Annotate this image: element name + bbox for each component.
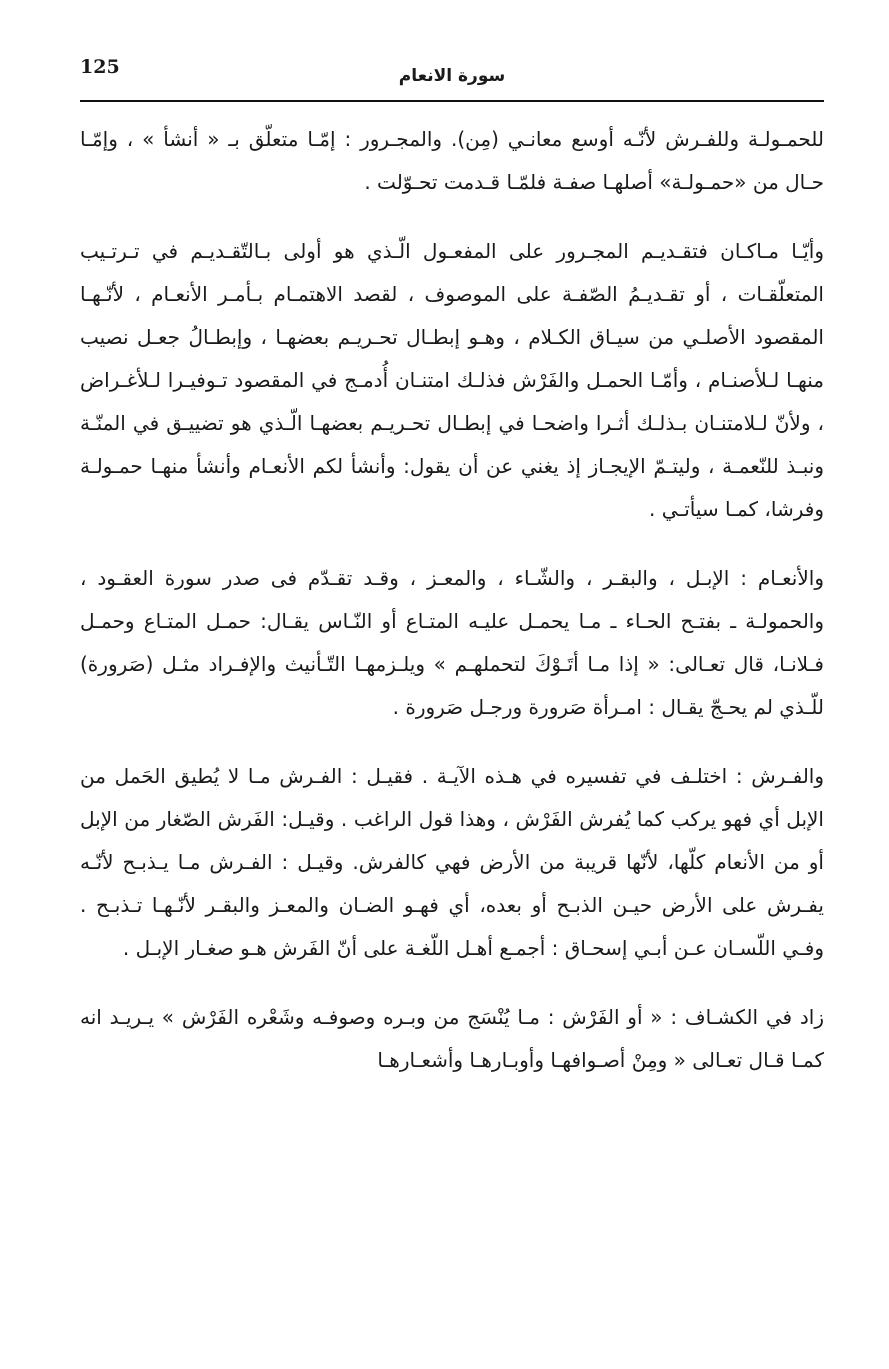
page-number: 125: [80, 56, 120, 78]
paragraph: زاد في الكشـاف : « أو الفَرْش : مـا يُنْسَج من وبـره وصوفـه وشَعْره الفَرْش » يـريـد انه كمـا قـال تعـالى « ومِنْ أصـوافهـا وأوبـارهـا وأشعـارهـا: [80, 1005, 824, 1072]
body-text: [80, 118, 824, 1082]
running-head: سورة الانعام: [398, 66, 506, 86]
paragraph: والأنعـام : الإبـل ، والبقـر ، والشّـاء ، والمعـز ، وقـد تقـدّم فى صدر سورة العقـود ، والحمولـة ـ بفتـح الحـاء ـ مـا يحمـل عليـه المتـاع أو النّـاس يقـال: حمـل المتـاع وحمـل فـلانـا، قال تعـالى: « إذا مـا أتَـوْكَ لتحملهـم » ويلـزمهـا التّـأنيث والإفـراد مثـل (صَرورة) للّـذي لم يحـجّ يقـال : امـرأة صَرورة ورجـل صَرورة .: [80, 566, 824, 719]
page-header: [80, 56, 824, 102]
paragraph: والفـرش : اختلـف في تفسيره في هـذه الآيـة . فقيـل : الفـرش مـا لا يُطيق الحَمل من الإبل أي فهو يركب كما يُفرش الفَرْش ، وهذا قول الراغب . وقيـل: الفَرش الصّغار من الإبل أو من الأنعام كلّها، لأنّها قريبة من الأرض فهي كالفرش. وقيـل : الفـرش مـا يـذبـح لأنّـه يفـرش على الأرض حيـن الذبـح أو بعده، أي فهـو الضـان والمعـز والبقـر لأنّـهـا تـذبـح . وفـي اللّسـان عـن أبـي إسحـاق : أجمـع أهـل اللّغـة على أنّ الفَرش هـو صغـار الإبـل .: [80, 764, 824, 960]
paragraph: وأيّـا مـاكـان فتقـديـم المجـرور على المفعـول الّـذي هو أولى بـالتّقـديـم في تـرتـيب المتعلّقـات ، أو تقـديـمُ الصّفـة على الموصوف ، لقصد الاهتمـام بـأمـر الأنعـام ، لأنّـهـا المقصود الأصلـي من سيـاق الكـلام ، وهـو إبطـال تحـريـم بعضهـا ، وإبطـالُ جعـل نصيب منهـا لـلأصنـام ، وأمّـا الحمـل والفَرْش فذلـك امتنـان أُدمـج في المقصود تـوفيـرا لـلأغـراض ، ولأنّ لـلامتنـان بـذلـك أثـرا واضحـا في إبطـال تحـريـم بعضهـا الّـذي هو تضييـق في المنّـة ونبـذ للنّعمـة ، وليتـمّ الإيجـاز إذ يغني عن أن يقول: وأنشأ لكم الأنعـام وأنشأ منهـا حمـولـة وفرشا، كمـا سيأتـي .: [80, 239, 824, 521]
paragraph: للحمـولـة وللفـرش لأنّـه أوسع معانـي (مِن). والمجـرور : إمّـا متعلّق بـ « أنشأ » ، وإمّـا حـال من «حمـولـة» أصلهـا صفـة فلمّـا قـدمت تحـوّلت .: [80, 127, 824, 194]
